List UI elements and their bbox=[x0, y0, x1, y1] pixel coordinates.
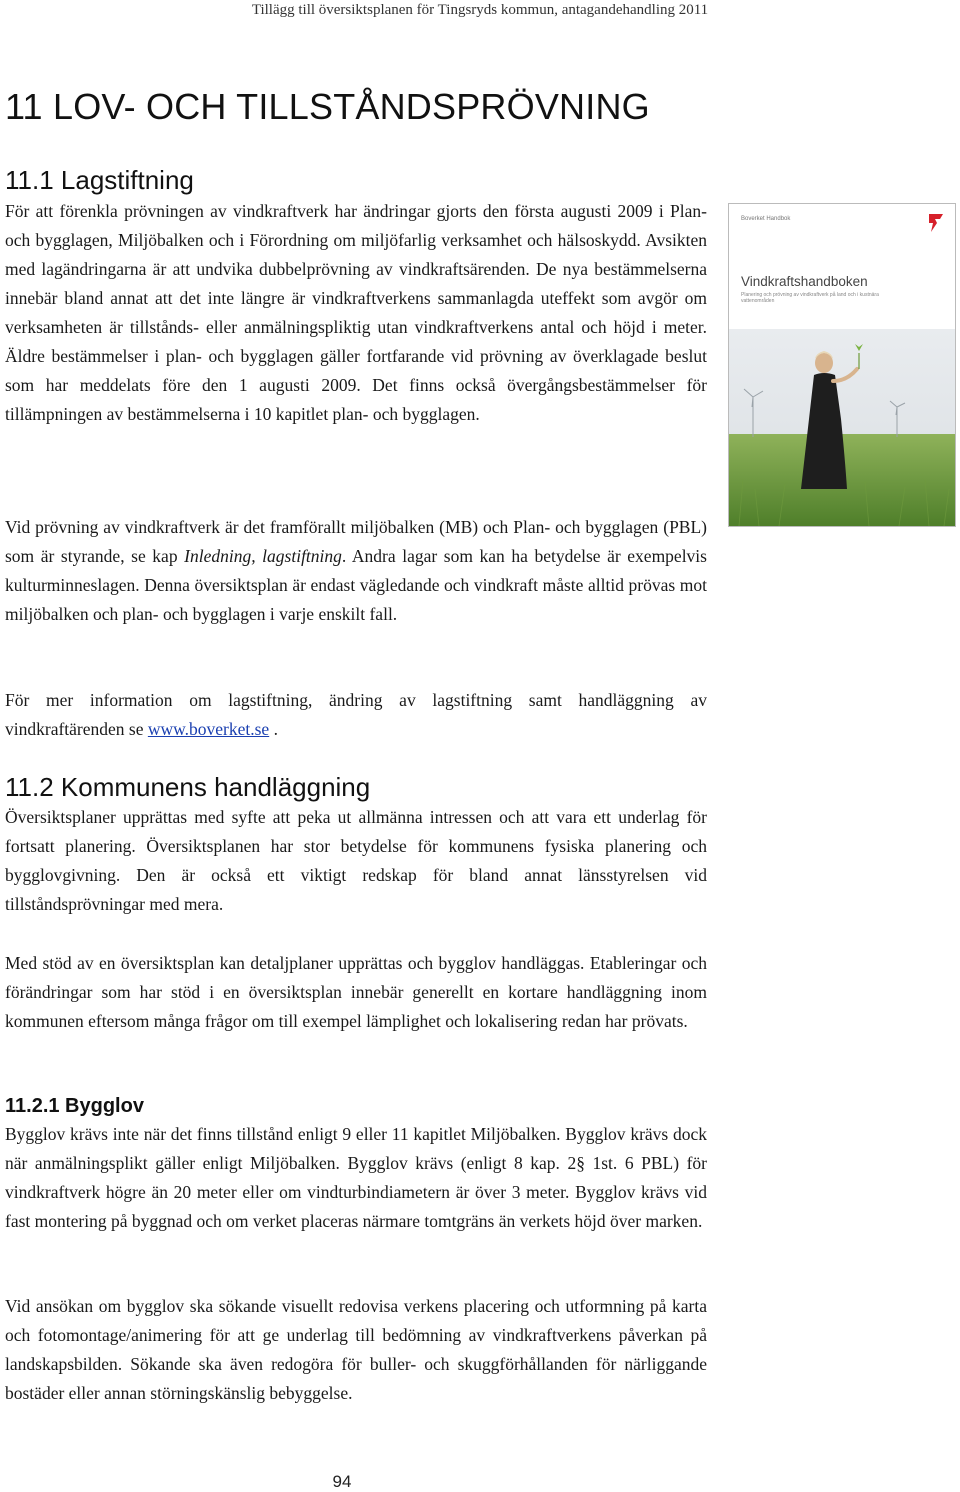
section-heading-lagstiftning: 11.1 Lagstiftning bbox=[5, 165, 194, 195]
chapter-reference: Inledning, lagstiftning bbox=[184, 546, 342, 566]
paragraph-bygglov-2: Vid ansökan om bygglov ska sökande visuellt redovisa verkens placering och utformning på karta och fotomontage/animering för att ge underlag till bedömning av vindkraftverkens påverkan på landskapsbilden. Sökande ska även redogöra för buller- och skuggförhållanden för närliggande bostäder eller annan störningskänslig bebyggelse. bbox=[5, 1296, 707, 1403]
cover-title: Vindkraftshandboken bbox=[741, 274, 868, 289]
paragraph-lagstiftning-3 bbox=[5, 686, 707, 744]
cover-header bbox=[729, 204, 955, 329]
boverket-logo-icon bbox=[927, 212, 945, 234]
running-header: Tillägg till översiktsplanen för Tingsryds kommun, antagandehandling 2011 bbox=[251, 2, 709, 18]
cover-subtitle: Planering och prövning av vindkraftverk på land och i kustnära vattenområden bbox=[741, 292, 879, 304]
paragraph-bygglov-1: Bygglov krävs inte när det finns tillstånd enligt 9 eller 11 kapitlet Miljöbalken. Bygglov krävs dock när anmälningsplikt gäller enligt Miljöbalken. Bygglov krävs (enligt 8 kap. 2§ 1st. 6 PBL) för vindkraftverk högre än 20 meter eller om vindturbindiametern är över 3 meter. Bygglov krävs vid fast montering på byggnad och om verket placeras närmare tomtgräns än verkets höjd över marken. bbox=[5, 1124, 707, 1231]
paragraph-lagstiftning-2 bbox=[5, 513, 707, 629]
vindkraftshandboken-cover-image bbox=[728, 203, 956, 527]
paragraph-handlaggning-2: Med stöd av en översiktsplan kan detaljplaner upprättas och bygglov handläggas. Etableringar och förändringar som har stöd i en översiktsplan innebär generellt en kortare handläggning inom kommunen eftersom många frågor om till exempel lämplighet och lokalisering redan har prövats. bbox=[5, 953, 707, 1031]
paragraph-lagstiftning-1: För att förenkla prövningen av vindkraftverk har ändringar gjorts den första augusti 2009 i Plan- och bygglagen, Miljöbalken och i Förordning om miljöfarlig verksamhet och hälsoskydd. Avsikten med lagändringarna är att undvika dubbelprövning av vindkraftsärenden. De nya bestämmelserna innebär bland annat att det inte längre är vindkraftverkens sammanlagda uteffekt som avgör om verksamheten är tillstånds- eller anmälningspliktig utan vindkraftverkens antal och höjd i meter. Äldre bestämmelser i plan- och bygglagen gäller fortfarande vid prövning av överklagade beslut som har meddelats före den 1 augusti 2009. Det finns också övergångsbestämmelser för tillämpningen av bestämmelserna i 10 kapitlet plan- och bygglagen. bbox=[5, 201, 707, 424]
paragraph-text: För mer information om lagstiftning, ändring av lagstiftning samt handläggning av vindkraftärenden se bbox=[5, 690, 707, 739]
boverket-link[interactable]: www.boverket.se bbox=[147, 719, 270, 739]
chapter-title: 11 LOV- OCH TILLSTÅNDSPRÖVNING bbox=[5, 86, 650, 127]
woman-in-field-photo bbox=[729, 329, 955, 526]
cover-publisher: Boverket Handbok bbox=[741, 216, 791, 222]
section-heading-bygglov: 11.2.1 Bygglov bbox=[5, 1095, 144, 1117]
paragraph-text: . Andra lagar som kan ha betydelse är exempelvis kulturminneslagen. Denna översiktsplan är endast vägledande och vindkraft måste alltid prövas mot miljöbalken och plan- och bygglagen i varje enskilt fall. bbox=[5, 546, 707, 624]
paragraph-text: Vid prövning av vindkraftverk är det framförallt miljöbalken (MB) och Plan- och bygglagen (PBL) som är styrande, se kap bbox=[5, 517, 707, 566]
page-number: 94 bbox=[332, 1472, 352, 1491]
paragraph-handlaggning-1: Översiktsplaner upprättas med syfte att peka ut allmänna intressen och att vara ett underlag för fortsatt planering. Översiktsplanen har stor betydelse för kommunens fysiska planering och bygglovgivning. Den är också ett viktigt redskap för bland annat länsstyrelsen vid tillståndsprövningar med mera. bbox=[5, 807, 707, 914]
paragraph-text: . bbox=[269, 719, 278, 739]
section-heading-kommunens-handlaggning: 11.2 Kommunens handläggning bbox=[5, 772, 371, 802]
